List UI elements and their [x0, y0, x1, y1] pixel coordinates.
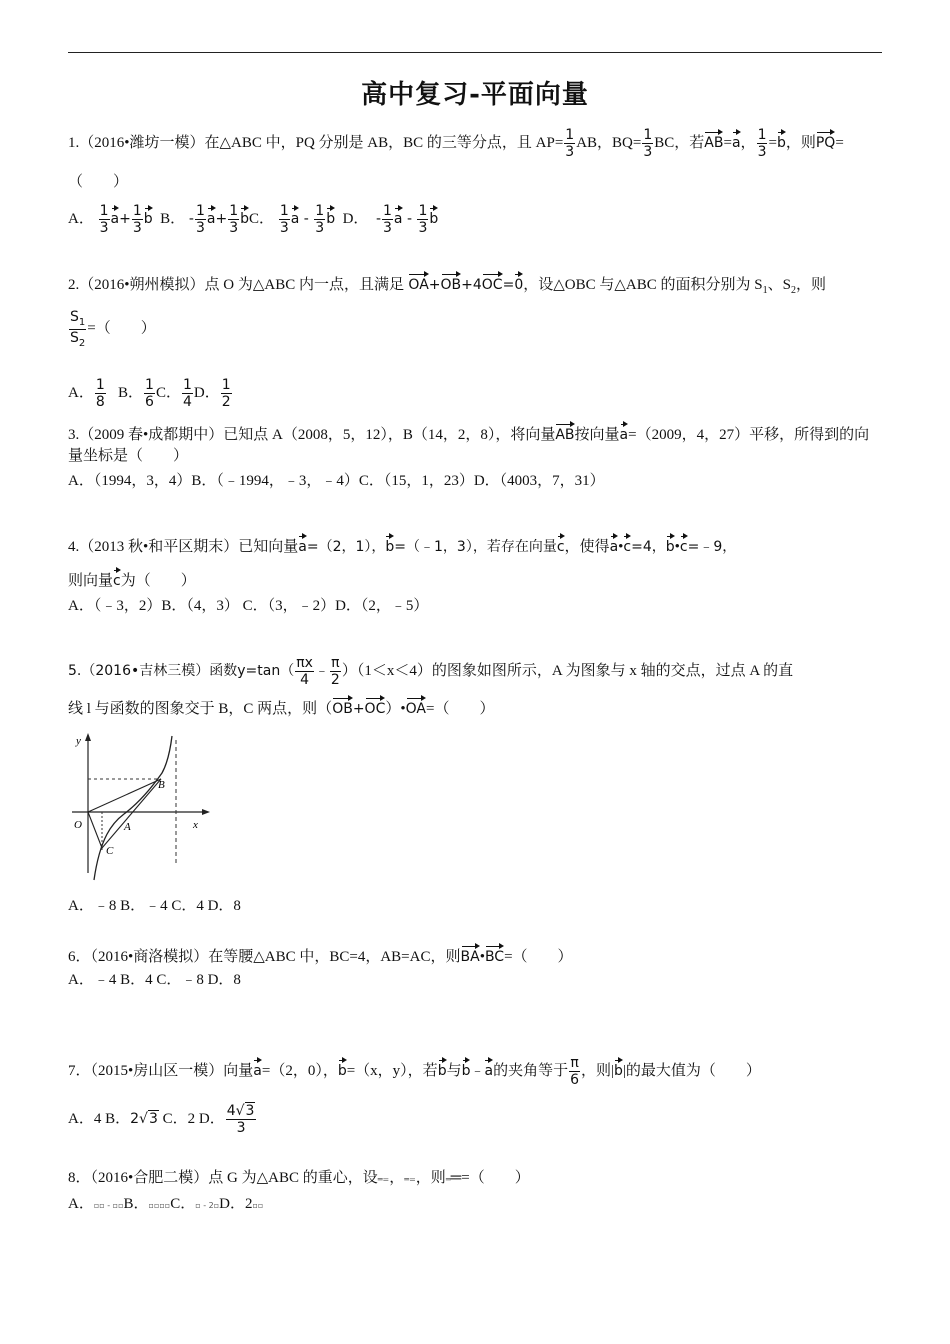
tan-graph-figure — [66, 728, 212, 886]
question-8: 8．（2016•合肥二模）点 G 为△ABC 的重心，设═=，═=，则══=（ ） — [68, 1170, 530, 1186]
question-4: 4.（2013 秋•和平区期末）已知向量a=（2，1），b=（﹣1，3），若存在向量c，使得a•c=4，b•c=﹣9， — [68, 534, 736, 557]
vector: b — [777, 130, 786, 150]
fraction: $\frac{1}{3}$ — [757, 127, 767, 160]
svg-text:O: O — [74, 819, 82, 831]
svg-text:x: x — [193, 819, 198, 831]
question-2-options: A． $\frac{1}{8}$ B． $\frac{1}{6}$ C． $\frac{1}{4}$ D． $\frac{1}{2}$ — [68, 377, 231, 410]
svg-text:y: y — [76, 735, 81, 747]
question-7-options: A．4 B．2√3 C．2 D． $\frac{4√3}{3}$ — [68, 1103, 255, 1136]
question-1-options: A． $\frac{1}{3}$ a+ $\frac{1}{3}$ b B． - $\frac{1}{3}$ a+ $\frac{1}{3}$ bC． $\frac{1}{3}$ a - $\frac{1}{3}$ b D． - $\frac{1}{3}$ a - $\frac{1}{3}$ b — [68, 203, 439, 236]
vector: PQ — [816, 130, 835, 150]
question-5: 5.（2016•吉林三模）函数y=tan（ $\frac{\pi x}{4}$ ﹣ $\frac{\pi}{2}$ ）（1＜x＜4）的图象如图所示，A 为图象与 x 轴的交点，过点 A 的直 — [68, 655, 794, 688]
page-title: 高中复习-平面向量 — [361, 80, 589, 110]
question-3-line2: 量坐标是（ ） — [68, 448, 189, 464]
question-4-line2: 则向量c为（ ） — [68, 568, 196, 591]
question-3-options: A．（1994，3，4）B．（﹣1994，﹣3，﹣4）C．（15，1，23）D．（4003，7，31） — [68, 473, 605, 489]
question-1: 1.（2016•潍坊一模）在△ABC 中，PQ 分别是 AB，BC 的三等分点，且 AP= $\frac{1}{3}$ AB，BQ= $\frac{1}{3}$ BC，若AB=a， $\frac{1}{3}$ =b，则PQ= — [68, 127, 844, 160]
question-2-ratio: $\frac{S_1}{S_2}$ =（ ） — [70, 309, 156, 349]
header-rule — [68, 52, 882, 53]
question-6: 6．（2016•商洛模拟）在等腰△ABC 中，BC=4，AB=AC，则BA•BC=（ ） — [68, 944, 573, 967]
question-2: 2.（2016•朔州模拟）点 O 为△ABC 内一点，且满足 OA+OB+4OC=0，设△OBC 与△ABC 的面积分别为 $S_1$、$S_2$，则 — [68, 272, 826, 301]
svg-text:B: B — [158, 779, 165, 791]
question-5-options: A．﹣8 B．﹣4 C．4 D．8 — [68, 898, 241, 914]
question-3: 3.（2009 春•成都期中）已知点 A（2008，5，12），B（14，2，8），将向量AB按向量a=（2009，4，27）平移，所得到的向 — [68, 422, 869, 445]
vector: AB — [704, 130, 723, 150]
svg-text:C: C — [106, 845, 114, 857]
question-7: 7．（2015•房山区一模）向量a=（2，0），b=（x，y），若b与b﹣a的夹角等于 $\frac{\pi}{6}$ ，则|b|的最大值为（ ） — [68, 1055, 761, 1088]
svg-text:A: A — [124, 821, 131, 833]
question-6-options: A．﹣4 B．4 C．﹣8 D．8 — [68, 972, 241, 988]
fraction: $\frac{1}{3}$ — [643, 127, 653, 160]
vector: a — [732, 130, 741, 150]
question-8-options: A．▫▫ - ▫▫B．▫▫▫▫C．▫ - 2▫D．2▫▫ — [68, 1196, 264, 1212]
question-4-options: A．（﹣3，2）B．（4，3） C．（3，﹣2）D．（2，﹣5） — [68, 598, 429, 614]
fraction: $\frac{1}{3}$ — [565, 127, 575, 160]
question-1-paren: （ ） — [68, 174, 129, 190]
question-5-line2: 线 l 与函数的图象交于 B，C 两点，则（OB+OC）•OA=（ ） — [68, 696, 494, 719]
